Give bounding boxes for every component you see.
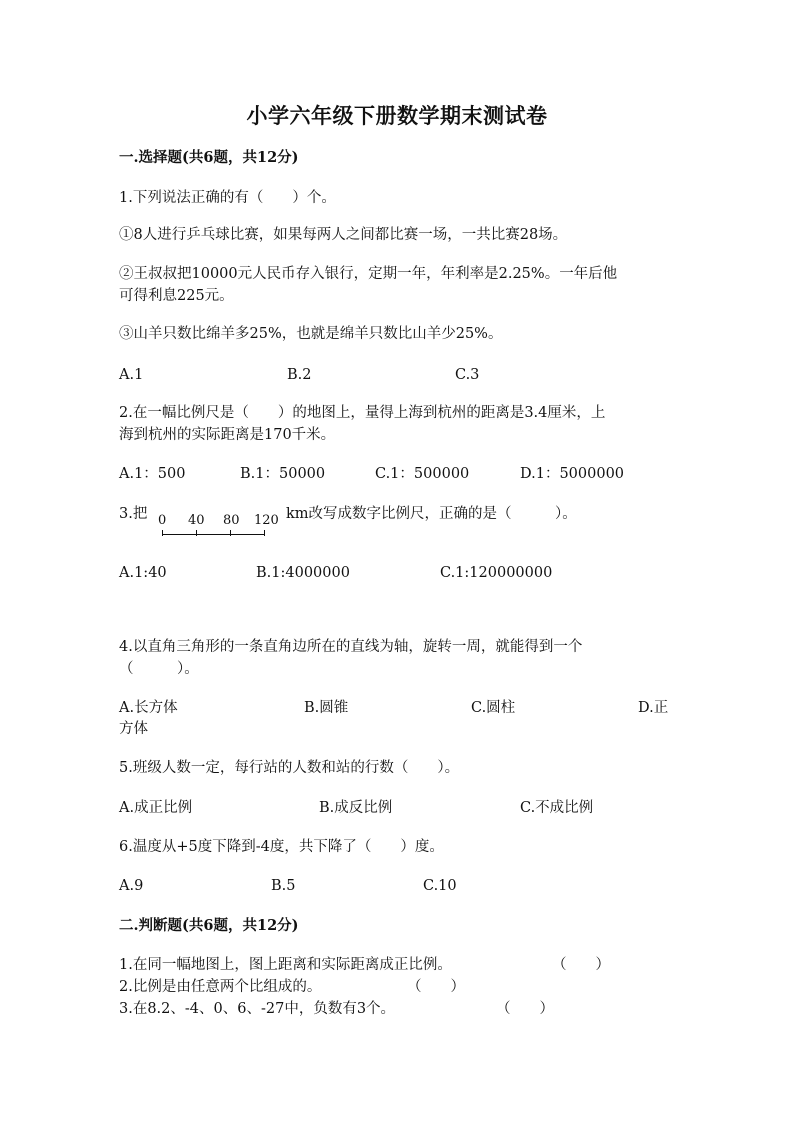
section-heading-choice: 一.选择题(共6题，共12分) bbox=[119, 149, 299, 166]
question-1-statement-2-line-2: 可得利息225元。 bbox=[119, 288, 234, 304]
question-2-stem-line-1: 2.在一幅比例尺是（ ）的地图上，量得上海到杭州的距离是3.4厘米，上 bbox=[119, 405, 606, 421]
question-1-statement-3: ③山羊只数比绵羊多25%，也就是绵羊只数比山羊少25%。 bbox=[119, 326, 503, 342]
judgment-2-text: 2.比例是由任意两个比组成的。 bbox=[119, 979, 322, 995]
question-6-option-a: A.9 bbox=[119, 878, 144, 894]
question-4-option-b: B.圆锥 bbox=[304, 700, 349, 716]
scale-tick bbox=[230, 530, 231, 536]
judgment-1-text: 1.在同一幅地图上，图上距离和实际距离成正比例。 bbox=[119, 957, 452, 973]
question-4-option-d: D.正 bbox=[638, 700, 669, 716]
question-4-option-d-wrap: 方体 bbox=[119, 721, 148, 737]
page-title: 小学六年级下册数学期末测试卷 bbox=[246, 103, 548, 128]
judgment-3-text: 3.在8.2、-4、0、6、-27中，负数有3个。 bbox=[119, 1001, 396, 1017]
question-3-prefix: 3.把 bbox=[119, 506, 148, 522]
question-2-option-b: B.1：50000 bbox=[240, 466, 326, 482]
question-2-option-a: A.1：500 bbox=[119, 466, 186, 482]
question-4-option-a: A.长方体 bbox=[119, 700, 178, 716]
question-6-stem: 6.温度从+5度下降到-4度，共下降了（ ）度。 bbox=[119, 839, 444, 855]
scale-label-40: 40 bbox=[188, 513, 205, 528]
question-1-statement-1: ①8人进行乒乓球比赛，如果每两人之间都比赛一场，一共比赛28场。 bbox=[119, 227, 568, 243]
question-5-option-a: A.成正比例 bbox=[119, 800, 193, 816]
question-5-stem: 5.班级人数一定，每行站的人数和站的行数（ ）。 bbox=[119, 760, 460, 776]
question-2-option-d: D.1：5000000 bbox=[520, 466, 625, 482]
scale-label-0: 0 bbox=[158, 513, 167, 528]
question-5-option-c: C.不成比例 bbox=[520, 800, 594, 816]
question-3-suffix: km改写成数字比例尺，正确的是（ ）。 bbox=[286, 506, 577, 522]
judgment-1-bracket: （ ） bbox=[552, 957, 610, 973]
scale-label-80: 80 bbox=[223, 513, 240, 528]
question-4-stem-line-1: 4.以直角三角形的一条直角边所在的直线为轴，旋转一周，就能得到一个 bbox=[119, 639, 583, 655]
question-1-option-b: B.2 bbox=[287, 367, 312, 383]
scale-tick bbox=[196, 530, 197, 536]
question-4-stem-line-2: （ ）。 bbox=[119, 661, 199, 677]
question-1-option-c: C.3 bbox=[455, 367, 480, 383]
judgment-2-bracket: （ ） bbox=[407, 979, 465, 995]
judgment-3-bracket: （ ） bbox=[496, 1001, 554, 1017]
question-2-option-c: C.1：500000 bbox=[375, 466, 470, 482]
question-5-option-b: B.成反比例 bbox=[319, 800, 393, 816]
question-6-option-b: B.5 bbox=[271, 878, 296, 894]
question-3-option-a: A.1:40 bbox=[119, 565, 167, 581]
section-heading-judgment: 二.判断题(共6题，共12分) bbox=[119, 917, 299, 934]
question-3-option-b: B.1:4000000 bbox=[256, 565, 350, 581]
question-4-option-c: C.圆柱 bbox=[471, 700, 516, 716]
question-2-stem-line-2: 海到杭州的实际距离是170千米。 bbox=[119, 427, 336, 443]
question-1-statement-2-line-1: ②王叔叔把10000元人民币存入银行，定期一年，年利率是2.25%。一年后他 bbox=[119, 266, 618, 282]
scale-tick bbox=[264, 530, 265, 536]
question-6-option-c: C.10 bbox=[423, 878, 457, 894]
question-1-option-a: A.1 bbox=[119, 367, 144, 383]
scale-tick bbox=[162, 530, 163, 536]
question-1-stem: 1.下列说法正确的有（ ）个。 bbox=[119, 190, 336, 206]
scale-label-120: 120 bbox=[254, 513, 279, 528]
scale-bar-line bbox=[162, 534, 264, 535]
line-scale-figure bbox=[158, 514, 278, 540]
question-3-option-c: C.1:120000000 bbox=[440, 565, 553, 581]
